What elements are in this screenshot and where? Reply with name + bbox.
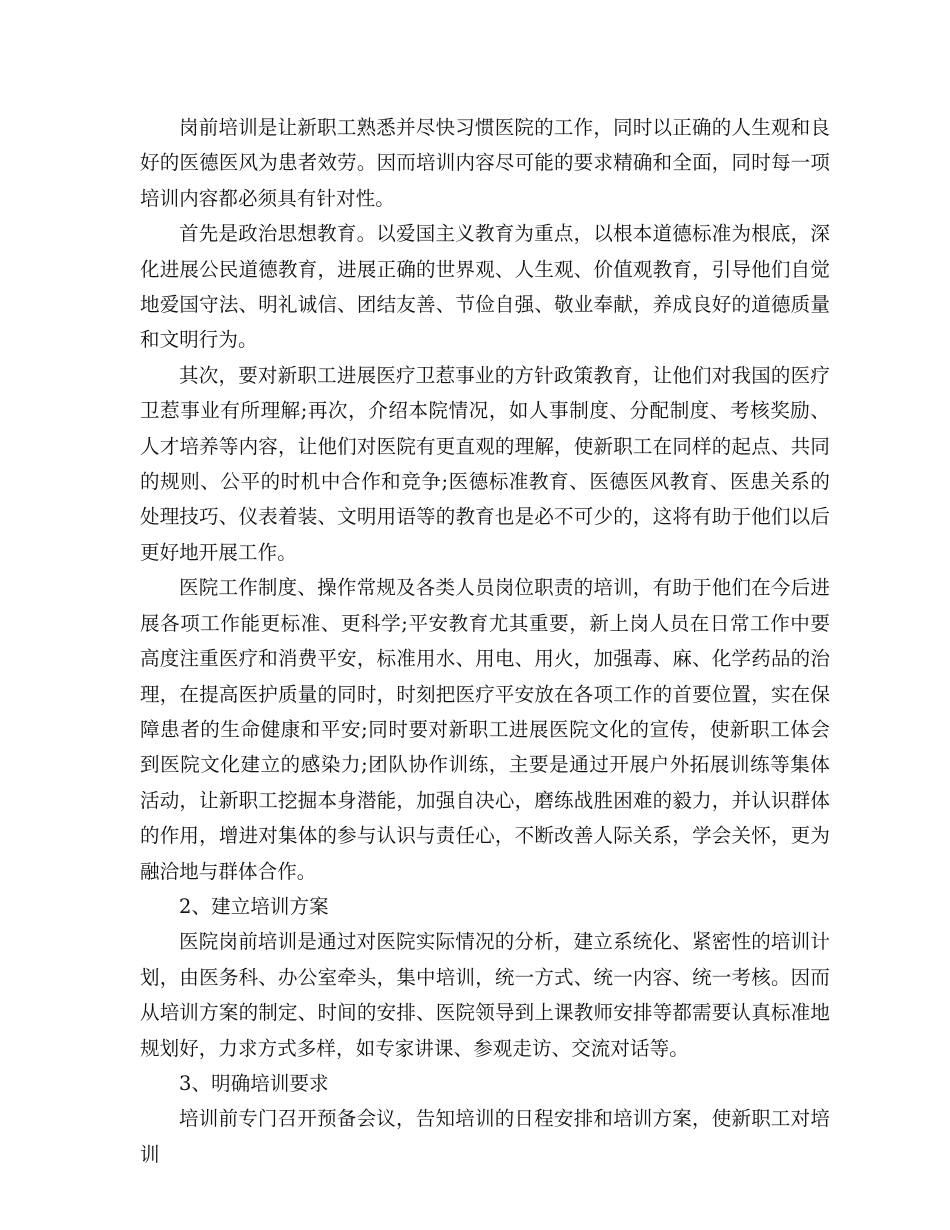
paragraph-policy-education: 其次，要对新职工进展医疗卫惹事业的方针政策教育，让他们对我国的医疗卫惹事业有所理解;再次，介绍本院情况，如人事制度、分配制度、考核奖励、人才培养等内容，让他们对医院有更直观的理解，使新职工在同样的起点、共同的规则、公平的时机中合作和竞争;医德标准教育、医德医风教育、医患关系的处理技巧、仪表着装、文明用语等的教育也是必不可少的，这将有助于他们以后更好地开展工作。 xyxy=(140,363,830,564)
paragraph-work-system-training: 医院工作制度、操作常规及各类人员岗位职责的培训，有助于他们在今后进展各项工作能更标准、更科学;平安教育尤其重要，新上岗人员在日常工作中要高度注重医疗和消费平安，标准用水、用电、用火，加强毒、麻、化学药品的治理，在提高医护质量的同时，时刻把医疗平安放在各项工作的首要位置，实在保障患者的生命健康和平安;同时要对新职工进展医院文化的宣传，使新职工体会到医院文化建立的感染力;团队协作训练，主要是通过开展户外拓展训练等集体活动，让新职工挖掘本身潜能，加强自决心，磨练战胜困难的毅力，并认识群体的作用，增进对集体的参与认识与责任心，不断改善人际关系，学会关怀，更为融洽地与群体合作。 xyxy=(140,576,830,883)
paragraph-training-requirements: 培训前专门召开预备会议，告知培训的日程安排和培训方案，使新职工对培训 xyxy=(140,1107,830,1166)
paragraph-intro: 岗前培训是让新职工熟悉并尽快习惯医院的工作，同时以正确的人生观和良好的医德医风为患者效劳。因而培训内容尽可能的要求精确和全面，同时每一项培训内容都必须具有针对性。 xyxy=(140,116,830,210)
document-body xyxy=(140,110,830,1172)
paragraph-political-education: 首先是政治思想教育。以爱国主义教育为重点，以根本道德标准为根底，深化进展公民道德教育，进展正确的世界观、人生观、价值观教育，引导他们自觉地爱国守法、明礼诚信、团结友善、节俭自强、敬业奉献，养成良好的道德质量和文明行为。 xyxy=(140,222,830,352)
section-heading-training-requirements: 3、明确培训要求 xyxy=(179,1071,329,1095)
paragraph-training-plan: 医院岗前培训是通过对医院实际情况的分析，建立系统化、紧密性的培训计划，由医务科、办公室牵头，集中培训，统一方式、统一内容、统一考核。因而从培训方案的制定、时间的安排、医院领导到上课教师安排等都需要认真标准地规划好，力求方式多样，如专家讲课、参观走访、交流对话等。 xyxy=(140,930,830,1060)
section-heading-training-plan: 2、建立培训方案 xyxy=(179,894,329,918)
